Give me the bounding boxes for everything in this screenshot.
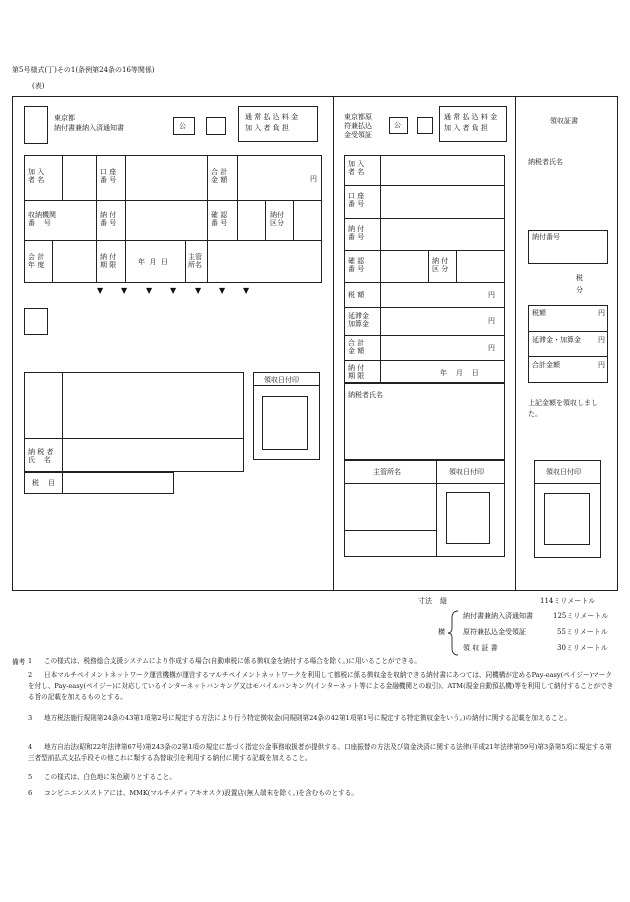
s2-issuer-line2: 符兼払込 — [344, 122, 372, 130]
note-item — [28, 656, 618, 667]
confirm-no-label: 確 認 番 号 — [211, 211, 228, 228]
note-number: 4 — [28, 743, 33, 751]
total-amount-label: 合 計 金 額 — [211, 168, 228, 185]
s3-tax-line2: 分 — [576, 286, 583, 294]
s2-row-divider — [344, 335, 505, 336]
s3-row-label: 税額 — [532, 309, 546, 317]
table-col-divider — [62, 155, 63, 200]
s2-row-value: 円 — [488, 291, 495, 299]
s3-row-value: 円 — [598, 361, 605, 369]
triangle-marker: ▼ — [97, 286, 104, 295]
table-col-divider — [237, 200, 238, 240]
table-col-divider — [185, 240, 186, 283]
payment-no-label: 納 付 番 号 — [100, 211, 117, 228]
seal-mark: 公 — [179, 122, 186, 130]
fee-note-line2: 加 入 者 負 担 — [245, 124, 289, 132]
triangle-marker: ▼ — [121, 286, 128, 295]
blank-box — [206, 117, 226, 135]
fee-note-line1: 通 常 払 込 料 金 — [245, 113, 299, 121]
s3-stamp-divider — [534, 483, 601, 484]
section-divider-1 — [333, 96, 334, 591]
triangle-marker: ▼ — [195, 286, 202, 295]
table-col-divider — [52, 240, 53, 283]
note-item — [28, 670, 618, 704]
note-item — [28, 742, 618, 764]
brace-icon — [448, 610, 460, 656]
triangle-marker: ▼ — [170, 286, 177, 295]
s2-payment-category-label: 納 付 区 分 — [432, 257, 449, 274]
triangle-marker: ▼ — [146, 286, 153, 295]
s2-row-label: 納 付 番 号 — [348, 225, 365, 242]
s2-issuer-line1: 東京都原 — [344, 113, 372, 121]
s2-row-divider — [344, 360, 505, 361]
s2-fee-note-line2: 加 入 者 負 担 — [444, 124, 488, 132]
table-col-divider — [237, 155, 238, 200]
note-number: 3 — [28, 714, 33, 722]
s2-col-divider — [456, 250, 457, 282]
triangle-marker: ▼ — [219, 286, 226, 295]
width-label: 横 — [438, 628, 445, 636]
section-divider-2 — [515, 96, 516, 591]
note-item — [28, 788, 618, 799]
s3-tax-line1: 税 — [576, 274, 583, 282]
s2-taxpayer-name-label: 納税者氏名 — [348, 391, 383, 399]
fiscal-year-label: 会 計 年 度 — [28, 253, 45, 270]
s2-table — [344, 155, 505, 383]
s2-row-label: 加 入 者 名 — [348, 160, 365, 177]
s2-receipt-stamp-area — [446, 492, 490, 544]
height-label: 縦 — [440, 597, 447, 605]
taxpayer-name-label: 納 税 者 氏 名 — [28, 448, 54, 465]
s3-payment-no-label: 納付番号 — [532, 233, 560, 241]
s2-row-label: 納 付 期 限 — [348, 364, 365, 381]
s3-received-note: 上記金額を領収しました。 — [528, 399, 598, 419]
s2-fee-note-line1: 通 常 払 込 料 金 — [444, 113, 498, 121]
note-text: この様式は、白色地に朱色刷りとすること。 — [44, 773, 176, 781]
s2-row-label: 延滞金 加算金 — [348, 312, 369, 329]
table-col-divider — [207, 155, 208, 283]
s2-blank-box — [417, 117, 433, 134]
note-text: 日本マルチペイメントネットワーク運営機構が運営するマルチペイメントネットワークを利用して都税に係る徴収金を収納できる納付書にあつては、同機構が定めるPay-easy(ペイジー)マークを付し、Pay-easy(ペイジー)に対応しているインターネットバンキング又はモバイルバンキング(インターネット等による金融機関との取引)、ATM(現金自動預払機)等を利用して納付することができる旨の記載を加えるものとする。 — [28, 671, 614, 702]
doc-title: 納付書兼納入済通知書 — [54, 124, 124, 132]
s2-row-label: 合 計 金 額 — [348, 339, 365, 356]
address-row-divider — [24, 438, 244, 439]
note-item — [28, 772, 618, 783]
dimension-value: 125ミリメートル — [553, 612, 609, 620]
address-block — [24, 372, 244, 472]
s2-row-label: 確 認 番 号 — [348, 257, 365, 274]
s2-row-divider — [344, 282, 505, 283]
payment-category-label: 納付 区分 — [270, 211, 284, 228]
s2-bottom-divider — [436, 460, 437, 557]
tax-item-divider — [62, 472, 63, 494]
s2-col-divider — [380, 155, 381, 383]
note-text: この様式は、税務総合支援システムにより作成する場合(自動車税に係る徴収金を納付する場合を除く。)に用いることができる。 — [44, 657, 421, 665]
total-amount-yen: 円 — [310, 175, 317, 183]
dimension-name: 領 収 証 書 — [463, 644, 498, 652]
stamp-divider — [253, 385, 320, 386]
dimension-name: 納付書兼納入済通知書 — [463, 612, 533, 620]
height-value: 114ミリメートル — [540, 597, 596, 605]
s2-seal-mark: 公 — [394, 121, 401, 129]
receipt-stamp-area — [262, 396, 308, 450]
account-no-label: 口 座 番 号 — [100, 168, 117, 185]
s2-row-label: 口 座 番 号 — [348, 192, 365, 209]
table-col-divider — [125, 240, 126, 283]
s3-row-value: 円 — [598, 336, 605, 344]
s3-row-divider — [528, 356, 608, 357]
s2-row-divider — [344, 218, 505, 219]
date-label: 年 月 日 — [138, 258, 168, 266]
s3-row-divider — [528, 331, 608, 332]
collecting-institution-label: 収納機関 番 号 — [28, 211, 56, 228]
s2-row-label: 税 額 — [348, 291, 365, 299]
s2-bottom-row-divider — [344, 483, 505, 484]
s3-row-label: 延滞金・加算金 — [532, 336, 581, 344]
s3-receipt-stamp-label: 領収日付印 — [546, 468, 581, 476]
s3-receipt-stamp-area — [544, 493, 590, 545]
s2-col-divider — [428, 250, 429, 282]
table-row-divider — [24, 240, 322, 241]
table-col-divider — [265, 200, 266, 240]
s2-receipt-stamp-label: 領収日付印 — [449, 468, 484, 476]
office-name-label: 主管 所名 — [188, 253, 202, 270]
table-col-divider — [96, 155, 97, 283]
side-label: (表) — [32, 82, 45, 90]
s2-row-divider — [344, 250, 505, 251]
s3-taxpayer-name-label: 納税者氏名 — [528, 158, 563, 166]
small-square — [24, 308, 48, 335]
size-label: 寸法 — [418, 597, 432, 605]
address-col-divider — [62, 372, 63, 472]
corner-box — [24, 106, 48, 144]
note-text: 地方税法施行規則第24条の43第1項第2号に規定する方法により行う特定徴収金(同規則第24条の42第1項第1号に規定する特定徴収金をいう。)の納付に関する記載を加えること。 — [44, 714, 571, 722]
payment-deadline-label: 納 付 期 限 — [100, 253, 117, 270]
s2-row-value: 円 — [488, 317, 495, 325]
table-col-divider — [293, 200, 294, 240]
note-number: 6 — [28, 789, 33, 797]
triangle-marker: ▼ — [243, 286, 250, 295]
s2-row-divider — [344, 307, 505, 308]
dimension-name: 原符兼払込金受領証 — [463, 628, 526, 636]
s3-title: 領収証書 — [550, 117, 578, 125]
dimension-value: 55ミリメートル — [557, 628, 608, 636]
subscriber-name-label: 加 入 者 名 — [28, 168, 45, 185]
table-col-divider — [125, 155, 126, 200]
s2-row-value: 円 — [488, 344, 495, 352]
s2-office-name-label: 主管所名 — [373, 468, 401, 476]
notes-label: 備考 — [12, 658, 26, 666]
note-text: 地方自治法(昭和22年法律第67号)第243条の2第1項の規定に基づく指定公金事務取扱者が提供する、口座振替の方法及び資金決済に関する法律(平成21年法律第59号)第3条第5項に規定する第三者型前払式支払手段その他これに類する為替取引を利用する納付に関する記載を加えること。 — [28, 743, 612, 763]
s2-issuer-line3: 金受領証 — [344, 131, 372, 139]
form-title: 第5号様式(丁)その1(条例第24条の16等関係) — [12, 66, 155, 74]
s3-row-label: 合計金額 — [532, 361, 560, 369]
issuer-label: 東京都 — [54, 114, 75, 122]
note-number: 1 — [28, 657, 33, 665]
dimension-value: 30ミリメートル — [557, 644, 608, 652]
note-text: コンビニエンスストアには、MMK(マルチメディアキオスク)設置店(無人端末を除く。)を含むものとする。 — [44, 789, 358, 797]
note-item — [28, 713, 618, 724]
note-number: 5 — [28, 773, 33, 781]
s2-row-value: 年 月 日 — [440, 369, 479, 377]
table-col-divider — [125, 200, 126, 240]
s3-row-value: 円 — [598, 309, 605, 317]
s2-row-divider — [344, 185, 505, 186]
s2-office-underline — [344, 530, 436, 531]
note-number: 2 — [28, 671, 33, 679]
receipt-stamp-label: 領収日付印 — [264, 376, 299, 384]
tax-item-label: 税 目 — [32, 479, 55, 487]
table-row-divider — [24, 200, 322, 201]
